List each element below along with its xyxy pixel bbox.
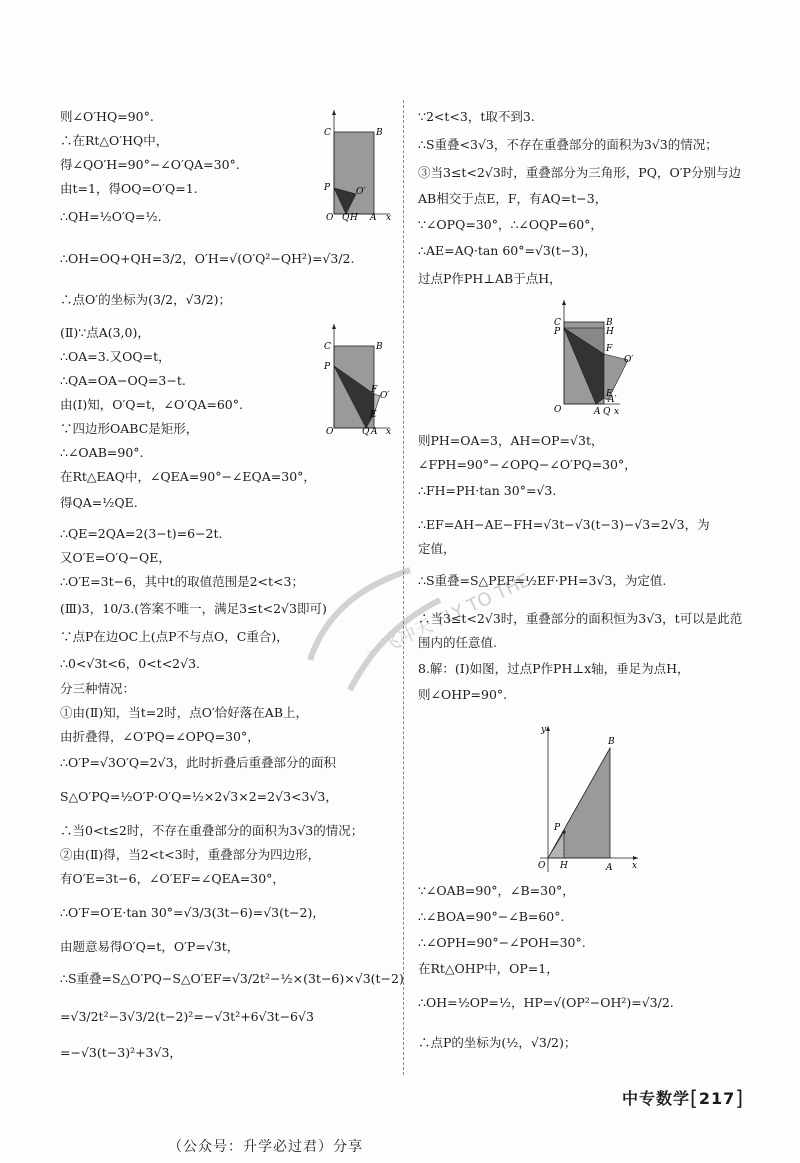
- point-label: F: [371, 385, 378, 395]
- point-label: B: [376, 128, 383, 138]
- text-line: ∴∠OPH=90°−∠POH=30°.: [418, 935, 586, 950]
- point-label: A′: [608, 395, 617, 405]
- figure-3: [540, 298, 640, 420]
- point-label: O′: [356, 187, 366, 197]
- point-label: C: [554, 318, 561, 328]
- point-label: O: [554, 405, 562, 415]
- point-label: H: [560, 861, 568, 871]
- point-label: P: [324, 362, 331, 372]
- text-line: ∠FPH=90°−∠OPQ−∠O′PQ=30°，: [418, 457, 637, 472]
- text-line: 8.解：(Ⅰ)如图，过点P作PH⊥x轴，垂足为点H，: [418, 661, 690, 676]
- axis-label: x: [614, 407, 620, 417]
- text-line: (Ⅱ)∵点A(3,0)，: [60, 325, 150, 340]
- text-line: ∴AE=AQ·tan 60°=√3(t−3)，: [418, 243, 597, 258]
- point-label: Q: [342, 213, 350, 222]
- text-line: ∴QE=2QA=2(3−t)=6−2t.: [60, 526, 223, 541]
- text-line: ∵∠OPQ=30°，∴∠OQP=60°，: [418, 217, 603, 232]
- text-line: 由折叠得，∠O′PQ=∠OPQ=30°，: [60, 729, 260, 744]
- point-label: H: [350, 213, 358, 222]
- point-label: F: [606, 344, 613, 354]
- text-line: 有O′E=3t−6，∠O′EF=∠QEA=30°，: [60, 871, 285, 886]
- text-line: 得∠QO′H=90°−∠O′QA=30°.: [60, 157, 240, 172]
- text-line: ∵∠OAB=90°，∠B=30°，: [418, 883, 575, 898]
- text-line: ∴OH=½OP=½，HP=√(OP²−OH²)=√3/2.: [418, 995, 674, 1010]
- text-line: ①由(Ⅱ)知，当t=2时，点O′恰好落在AB上，: [60, 705, 308, 720]
- text-line: ∴0<√3t<6，0<t<2√3.: [60, 656, 201, 671]
- text-line: 由(Ⅰ)知，O′Q=t，∠O′QA=60°.: [60, 397, 243, 412]
- figure-1: [318, 108, 394, 222]
- point-label: A: [606, 863, 613, 873]
- text-line: ∴QA=OA−OQ=3−t.: [60, 373, 186, 388]
- text-line: ∴FH=PH·tan 30°=√3.: [418, 483, 557, 498]
- point-label: B: [376, 342, 383, 352]
- point-label: P: [324, 183, 331, 193]
- text-line: ∵2<t<3，t取不到3.: [418, 109, 535, 124]
- text-line: ∴点O′的坐标为(3/2，√3/2)；: [60, 292, 232, 307]
- point-label: E: [370, 410, 377, 420]
- text-line: ∴在Rt△O′HQ中，: [60, 133, 169, 148]
- page-number: 中专数学[217]: [622, 1086, 745, 1110]
- text-line: =√3/2t²−3√3/2(t−2)²=−√3t²+6√3t−6√3: [60, 1009, 314, 1024]
- text-line: ②由(Ⅱ)得，当2<t<3时，重叠部分为四边形，: [60, 847, 321, 862]
- text-line: 由t=1，得OQ=O′Q=1.: [60, 181, 198, 196]
- figure-2: [318, 322, 394, 436]
- watermark: [290, 540, 530, 710]
- text-line: ∴QH=½O′Q=½.: [60, 209, 162, 224]
- text-line: 则∠O′HQ=90°.: [60, 109, 154, 124]
- point-label: O′: [624, 355, 634, 365]
- point-label: C: [324, 342, 331, 352]
- point-label: O: [326, 427, 334, 436]
- point-label: O: [538, 861, 546, 871]
- text-line: ∴OH=OQ+QH=3/2，O′H=√(O′Q²−QH²)=√3/2.: [60, 251, 355, 266]
- text-line: ∴O′E=3t−6，其中t的取值范围是2<t<3；: [60, 574, 304, 589]
- text-line: 又O′E=O′Q−QE，: [60, 550, 171, 565]
- text-line: (Ⅲ)3，10/3.(答案不唯一，满足3≤t<2√3即可): [60, 601, 327, 616]
- text-line: 围内的任意值.: [418, 635, 497, 650]
- point-label: O: [326, 213, 334, 222]
- text-line: ∴S重叠<3√3，不存在重叠部分的面积为3√3的情况；: [418, 137, 718, 152]
- point-label: P: [554, 823, 561, 833]
- text-line: S△O′PQ=½O′P·O′Q=½×2√3×2=2√3<3√3，: [60, 789, 338, 804]
- axis-label: x: [632, 861, 638, 871]
- text-line: 定值，: [418, 541, 456, 556]
- text-line: 得QA=½QE.: [60, 495, 138, 510]
- text-line: ∴EF=AH−AE−FH=√3t−√3(t−3)−√3=2√3，为: [418, 517, 710, 532]
- page-number-value: 217: [698, 1089, 736, 1108]
- text-line: ∴∠OAB=90°.: [60, 445, 144, 460]
- axis-label: x: [386, 427, 392, 436]
- text-line: ∴OA=3.又OQ=t，: [60, 349, 171, 364]
- point-label: E: [606, 389, 613, 399]
- point-label: P: [554, 327, 561, 337]
- text-line: ∴S重叠=S△PEF=½EF·PH=3√3，为定值.: [418, 573, 667, 588]
- text-line: 在Rt△OHP中，OP=1，: [418, 961, 559, 976]
- text-line: ∴点P的坐标为(½，√3/2)；: [418, 1035, 577, 1050]
- point-label: H: [606, 327, 614, 337]
- page-label: 中专数学: [622, 1089, 691, 1108]
- text-line: 由题意易得O′Q=t，O′P=√3t，: [60, 939, 240, 954]
- text-line: =−√3(t−3)²+3√3，: [60, 1045, 182, 1060]
- point-label: O′: [380, 391, 390, 401]
- text-line: ③当3≤t<2√3时，重叠部分为三角形，PQ，O′P分别与边: [418, 165, 741, 180]
- text-line: 过点P作PH⊥AB于点H，: [418, 271, 562, 286]
- text-line: AB相交于点E，F，有AQ=t−3，: [418, 191, 608, 206]
- watermark-text: 一飞冲天 FLY TO THE: [362, 569, 530, 665]
- point-label: C: [324, 128, 331, 138]
- text-line: 分三种情况：: [60, 681, 136, 696]
- point-label: Q: [603, 407, 611, 417]
- point-label: A: [371, 427, 378, 436]
- text-line: 则∠OHP=90°.: [418, 687, 508, 702]
- text-line: ∴O′P=√3O′Q=2√3，此时折叠后重叠部分的面积: [60, 755, 337, 770]
- axis-label: x: [386, 213, 392, 222]
- text-line: ∴O′F=O′E·tan 30°=√3/3(3t−6)=√3(t−2)，: [60, 905, 325, 920]
- point-label: Q: [362, 427, 370, 436]
- text-line: ∴当0<t≤2时，不存在重叠部分的面积为3√3的情况；: [60, 823, 364, 838]
- text-line: ∴当3≤t<2√3时，重叠部分的面积恒为3√3，t可以是此范: [418, 611, 743, 626]
- text-line: ∴S重叠=S△O′PQ−S△O′EF=√3/2t²−½×(3t−6)×√3(t−2): [60, 971, 404, 986]
- point-label: B: [608, 737, 615, 747]
- point-label: A: [594, 407, 601, 417]
- text-line: ∵点P在边OC上(点P不与点O，C重合)，: [60, 629, 289, 644]
- text-line: ∵四边形OABC是矩形，: [60, 421, 199, 436]
- point-label: B: [606, 318, 613, 328]
- figure-4: [528, 722, 644, 878]
- text-line: ∴∠BOA=90°−∠B=60°.: [418, 909, 565, 924]
- point-label: A: [370, 213, 377, 222]
- text-line: 则PH=OA=3，AH=OP=√3t，: [418, 433, 604, 448]
- axis-label: y: [541, 725, 547, 735]
- footer-note: （公众号：升学必过君）分享: [168, 1139, 363, 1155]
- text-line: 在Rt△EAQ中，∠QEA=90°−∠EQA=30°，: [60, 469, 316, 484]
